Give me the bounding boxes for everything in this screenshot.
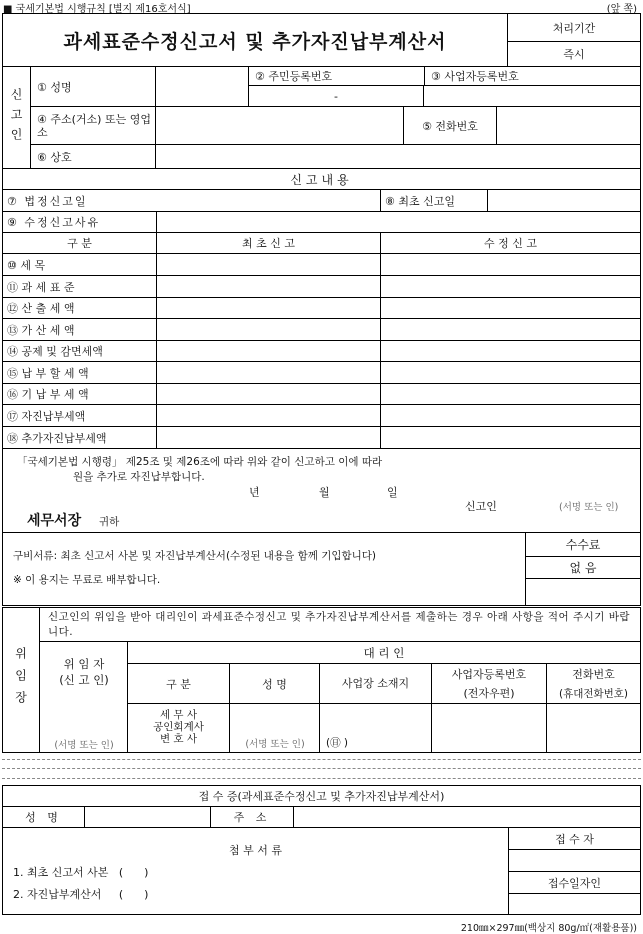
fee-value: 없 음	[525, 557, 640, 579]
business-reg-field[interactable]	[424, 86, 640, 107]
required-docs: 구비서류: 최초 신고서 사본 및 자진납부계산서(수정된 내용을 함께 기입합니다)	[13, 550, 377, 562]
receipt-name-label: 성 명	[3, 807, 85, 828]
statutory-date-label: ⑦ 법정신고일	[3, 190, 381, 212]
initial-date-field[interactable]	[488, 190, 640, 212]
initial-cell[interactable]	[157, 405, 381, 426]
delegation-section-label: 위임장	[3, 608, 40, 752]
filer-section-label: 신고인	[3, 67, 31, 169]
row-label: ⑭ 공제 및 감면세액	[3, 341, 157, 361]
declaration-line1: 「국세기본법 시행령」 제25조 및 제26조에 따라 위와 같이 신고하고 이에 따라	[17, 456, 383, 468]
table-row	[3, 341, 640, 362]
agent-col-brn	[432, 664, 547, 704]
amended-cell[interactable]	[381, 362, 640, 383]
initial-cell[interactable]	[157, 276, 381, 297]
tax-rows	[3, 254, 640, 449]
row-label: ⑰ 자진납부세액	[3, 405, 157, 426]
row-label: ⑪ 과 세 표 준	[3, 276, 157, 297]
col-initial-header: 최 초 신 고	[157, 233, 381, 254]
year-label: 년	[249, 486, 260, 499]
agent-col-phone	[547, 664, 640, 704]
delegator-sign-hint: (서명 또는 인)	[54, 740, 114, 751]
signer-label: 신고인	[465, 500, 497, 513]
mobile-header: (휴대전화번호)	[558, 687, 629, 700]
row-label: ⑬ 가 산 세 액	[3, 319, 157, 340]
amended-cell[interactable]	[381, 427, 640, 448]
agent-name-cell[interactable]	[230, 704, 320, 752]
col-item-header: 구 분	[3, 233, 157, 254]
free-notice: ※ 이 용지는 무료로 배부합니다.	[13, 574, 161, 586]
business-reg-label: ③ 사업자등록번호	[424, 67, 640, 86]
processing-period-label: 처리기간	[508, 14, 640, 42]
amend-reason-field[interactable]	[157, 212, 640, 233]
fee-label: 수수료	[525, 533, 640, 557]
table-row	[3, 384, 640, 405]
type-lawyer: 변 호 사	[159, 732, 198, 745]
phone-label: ⑤ 전화번호	[404, 107, 497, 145]
receipt-name-field[interactable]	[85, 807, 211, 828]
table-row	[3, 254, 640, 276]
phone-header: 전화번호	[572, 668, 615, 681]
table-row	[3, 362, 640, 384]
postal-code: (㊐ )	[326, 737, 349, 749]
table-row	[3, 427, 640, 449]
receipt-address-label: 주 소	[211, 807, 294, 828]
row-label: ⑫ 산 출 세 액	[3, 298, 157, 318]
amended-cell[interactable]	[381, 254, 640, 275]
rrn-label: ② 주민등록번호	[249, 67, 424, 86]
page-side-label: (앞 쪽)	[606, 4, 637, 15]
fee-blank	[525, 579, 640, 606]
agent-col-type: 구 분	[128, 664, 230, 704]
receipt-form	[2, 785, 641, 915]
initial-date-label: ⑧ 최초 신고일	[381, 190, 488, 212]
agent-address-cell[interactable]	[320, 704, 432, 752]
agent-phone-cell[interactable]	[547, 704, 640, 752]
receipt-title: 접 수 증(과세표준수정신고 및 추가자진납부계산서)	[3, 786, 640, 807]
receipt-address-field[interactable]	[294, 807, 640, 828]
table-row	[3, 276, 640, 298]
row-label: ⑯ 기 납 부 세 액	[3, 384, 157, 404]
receiver-field[interactable]	[508, 850, 640, 872]
receipt-date-label: 접수일자인	[508, 872, 640, 894]
attachments-title: 첨 부 서 류	[229, 844, 282, 857]
amended-cell[interactable]	[381, 276, 640, 297]
delegator-label: 위 임 자	[63, 657, 105, 671]
name-field[interactable]	[156, 67, 249, 107]
report-section-title: 신고내용	[3, 169, 640, 190]
amended-cell[interactable]	[381, 319, 640, 340]
delegator-sublabel: (신 고 인)	[59, 673, 109, 687]
agent-col-address: 사업장 소재지	[320, 664, 432, 704]
processing-period-value: 즉시	[508, 42, 640, 67]
initial-cell[interactable]	[157, 362, 381, 383]
agent-type-cell[interactable]	[128, 704, 230, 752]
initial-cell[interactable]	[157, 254, 381, 275]
delegator-cell	[40, 642, 128, 752]
row-label: ⑮ 납 부 할 세 액	[3, 362, 157, 383]
signer-sign-hint: (서명 또는 인)	[559, 502, 619, 513]
title-text: 과세표준수정신고서 및 추가자진납부계산서	[63, 30, 447, 53]
law-reference: ■ 국세기본법 시행규칙 [별지 제16호서식]	[3, 4, 191, 15]
email-header: (전자우편)	[463, 687, 515, 700]
name-label: ① 성명	[31, 67, 156, 107]
trade-name-field[interactable]	[156, 145, 640, 169]
amended-cell[interactable]	[381, 405, 640, 426]
address-label: ④ 주소(거소) 또는 영업소	[31, 107, 156, 145]
cut-line-mid	[2, 768, 641, 769]
amended-cell[interactable]	[381, 298, 640, 318]
attachment-item-2: 2. 자진납부계산서 ( )	[13, 888, 149, 901]
rrn-field[interactable]: -	[249, 86, 424, 107]
delegation-instructions: 신고인의 위임을 받아 대리인이 과세표준수정신고 및 추가자진납부계산서를 제출하는 경우 아래 사항을 적어 주시기 바랍니다.	[40, 608, 640, 642]
initial-cell[interactable]	[157, 384, 381, 404]
table-row	[3, 319, 640, 341]
receiver-label: 접 수 자	[508, 828, 640, 850]
type-cpa: 공인회계사	[153, 720, 204, 733]
docs-area	[3, 532, 640, 607]
agent-brn-cell[interactable]	[432, 704, 547, 752]
month-label: 월	[319, 486, 330, 499]
form-title	[3, 14, 508, 67]
amended-cell[interactable]	[381, 341, 640, 361]
col-amended-header: 수 정 신 고	[381, 233, 640, 254]
brn-header: 사업자등록번호	[451, 668, 527, 681]
amend-reason-label: ⑨ 수정신고사유	[3, 212, 157, 233]
cut-line-top	[2, 759, 641, 760]
phone-field[interactable]	[497, 107, 640, 145]
agent-header: 대 리 인	[128, 642, 640, 664]
initial-cell[interactable]	[157, 341, 381, 361]
trade-name-label: ⑥ 상호	[31, 145, 156, 169]
day-label: 일	[387, 486, 398, 499]
row-label: ⑩ 세 목	[3, 254, 157, 275]
attachment-item-1: 1. 최초 신고서 사본 ( )	[13, 866, 149, 879]
type-tax-accountant: 세 무 사	[159, 708, 198, 721]
agent-col-name: 성 명	[230, 664, 320, 704]
delegation-form	[2, 607, 641, 753]
initial-cell[interactable]	[157, 298, 381, 318]
initial-cell[interactable]	[157, 427, 381, 448]
address-field[interactable]	[156, 107, 404, 145]
receipt-stamp-field[interactable]	[508, 894, 640, 914]
honorific: 귀하	[99, 516, 120, 528]
declaration-line2: 원을 추가로 자진납부합니다.	[73, 471, 205, 483]
tax-office-head: 세무서장	[27, 513, 82, 529]
initial-cell[interactable]	[157, 319, 381, 340]
paper-spec: 210㎜×297㎜(백상지 80g/㎡(재활용품))	[460, 923, 637, 934]
amended-cell[interactable]	[381, 384, 640, 404]
agent-sign-hint: (서명 또는 인)	[245, 739, 305, 750]
row-label: ⑱ 추가자진납부세액	[3, 427, 157, 448]
table-row	[3, 298, 640, 319]
cut-line-bottom	[2, 778, 641, 779]
table-row	[3, 405, 640, 427]
main-form	[2, 13, 641, 606]
